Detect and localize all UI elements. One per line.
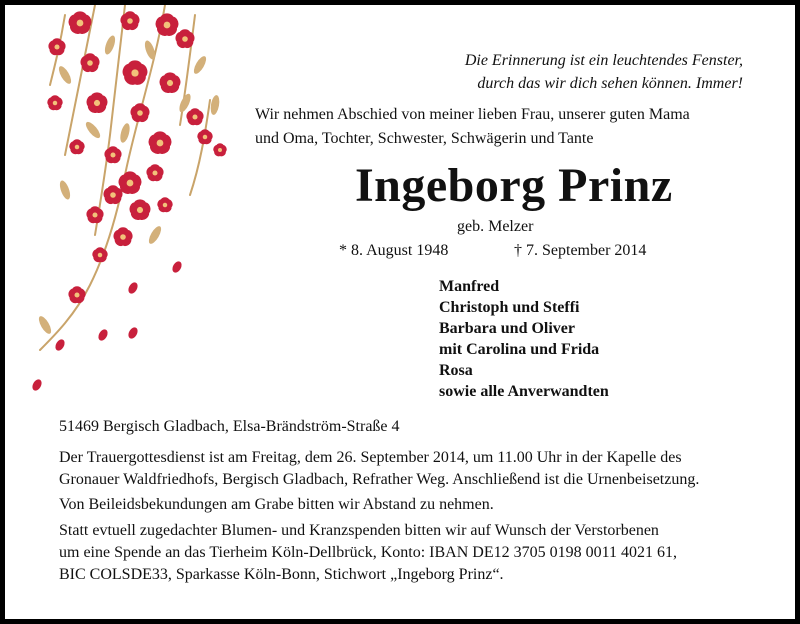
condolence-line: Von Beileidsbekundungen am Grabe bitten wir Abstand zu nehmen. [59, 496, 494, 513]
memorial-quote [465, 49, 743, 95]
deceased-name: Ingeborg Prinz [355, 159, 673, 212]
donation-line: Statt evtuell zugedachter Blumen- und Kranzspenden bitten wir auf Wunsch der Verstorbenen [59, 522, 659, 539]
quote-line: Die Erinnerung ist ein leuchtendes Fenster, [464, 52, 743, 69]
donation-request [59, 520, 677, 586]
mourner-entry: mit Carolina und Frida [439, 341, 600, 358]
death-date: † 7. September 2014 [514, 242, 647, 259]
mourner-entry: Barbara und Oliver [439, 320, 576, 337]
service-line: Der Trauergottesdienst ist am Freitag, dem 26. September 2014, um 11.00 Uhr in der Kapelle des [59, 449, 682, 466]
mourner-entry: Christoph und Steffi [439, 299, 580, 316]
mourner-entry: Manfred [439, 278, 500, 295]
mourner-entry: sowie alle Anverwandten [439, 383, 609, 400]
intro-line: und Oma, Tochter, Schwester, Schwägerin und Tante [255, 130, 594, 147]
service-line: Gronauer Waldfriedhofs, Bergisch Gladbach, Refrather Weg. Anschließend ist die Urnenbeisetzung. [59, 471, 700, 488]
donation-line: BIC COLSDE33, Sparkasse Köln-Bonn, Stichwort „Ingeborg Prinz“. [59, 566, 504, 583]
farewell-intro [255, 103, 690, 151]
condolence-note [59, 494, 494, 516]
mourner-entry: Rosa [439, 362, 473, 379]
quote-line: durch das wir dich sehen können. Immer! [477, 75, 743, 92]
service-info [59, 447, 699, 491]
mourners-list [439, 276, 609, 402]
birth-date: * 8. August 1948 [339, 242, 449, 259]
family-address: 51469 Bergisch Gladbach, Elsa-Brändström-Straße 4 [59, 418, 400, 435]
maiden-name: geb. Melzer [457, 218, 534, 235]
intro-line: Wir nehmen Abschied von meiner lieben Frau, unserer guten Mama [255, 106, 690, 123]
cherry-blossom-branch-icon [5, 5, 245, 405]
donation-line: um eine Spende an das Tierheim Köln-Dellbrück, Konto: IBAN DE12 3705 0198 0011 4021 61, [59, 544, 678, 561]
